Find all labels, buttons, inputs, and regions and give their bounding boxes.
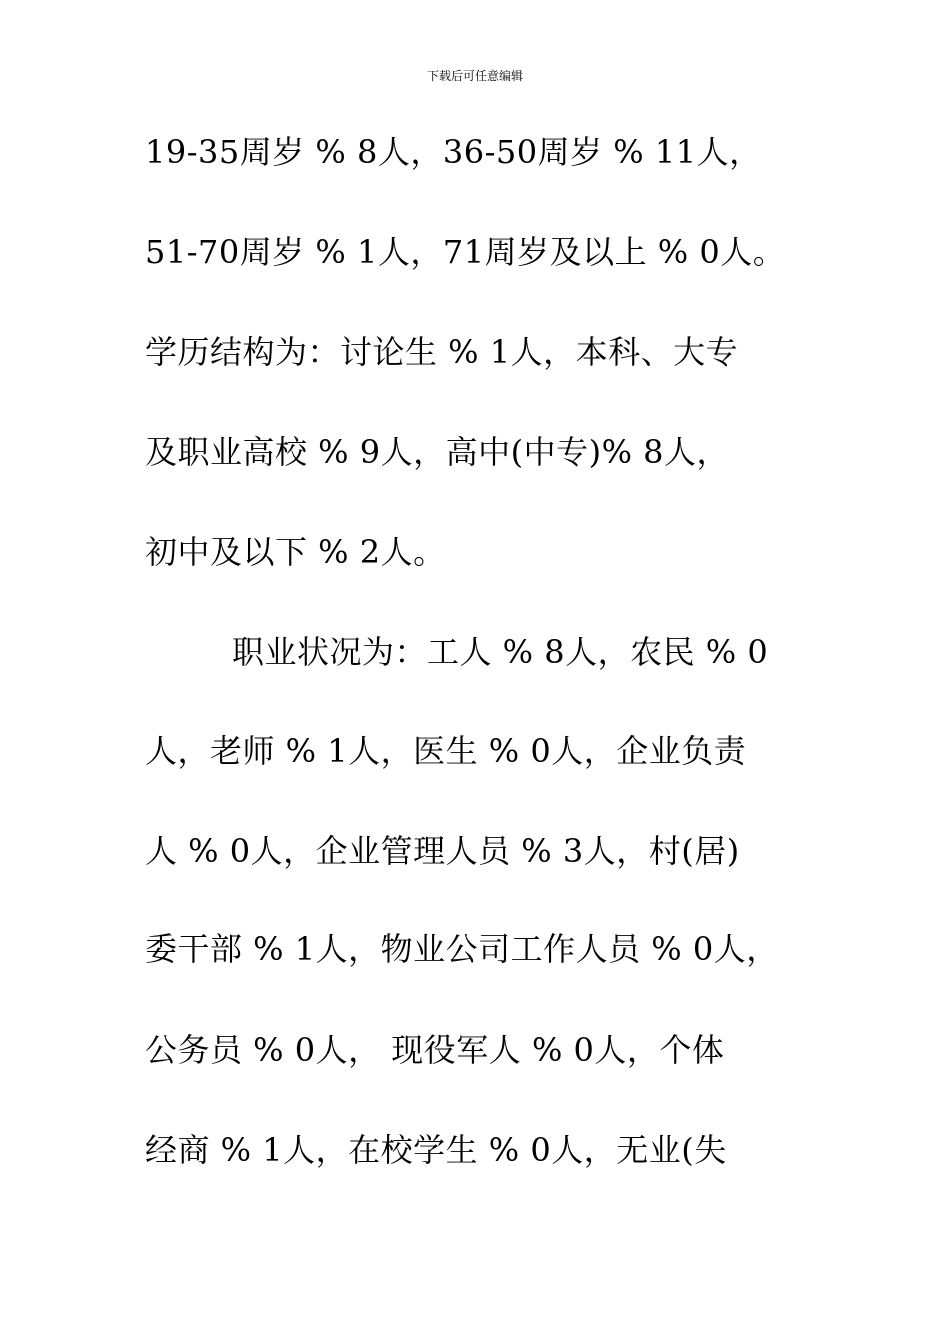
header-note: 下载后可任意编辑	[426, 69, 523, 83]
body-line-1: 19-35周岁 % 8人，36-50周岁 % 11人，	[145, 133, 762, 171]
body-line-4: 及职业高校 % 9人，高中(中专)% 8人，	[145, 433, 730, 471]
body-line-3: 学历结构为：讨论生 % 1人，本科、大专	[145, 333, 739, 371]
body-line-7: 人，老师 % 1人，医生 % 0人，企业负责	[145, 732, 747, 770]
body-line-9: 委干部 % 1人，物业公司工作人员 % 0人，	[145, 930, 779, 968]
body-line-11: 经商 % 1人，在校学生 % 0人，无业(失	[145, 1131, 727, 1169]
body-line-5: 初中及以下 % 2人。	[145, 533, 446, 571]
body-line-10: 公务员 % 0人， 现役军人 % 0人，个体	[145, 1031, 725, 1069]
body-line-6-paragraph-start: 职业状况为：工人 % 8人，农民 % 0	[232, 633, 769, 671]
body-line-8: 人 % 0人，企业管理人员 % 3人，村(居)	[145, 832, 740, 870]
body-line-2: 51-70周岁 % 1人，71周岁及以上 % 0人。	[145, 233, 786, 271]
